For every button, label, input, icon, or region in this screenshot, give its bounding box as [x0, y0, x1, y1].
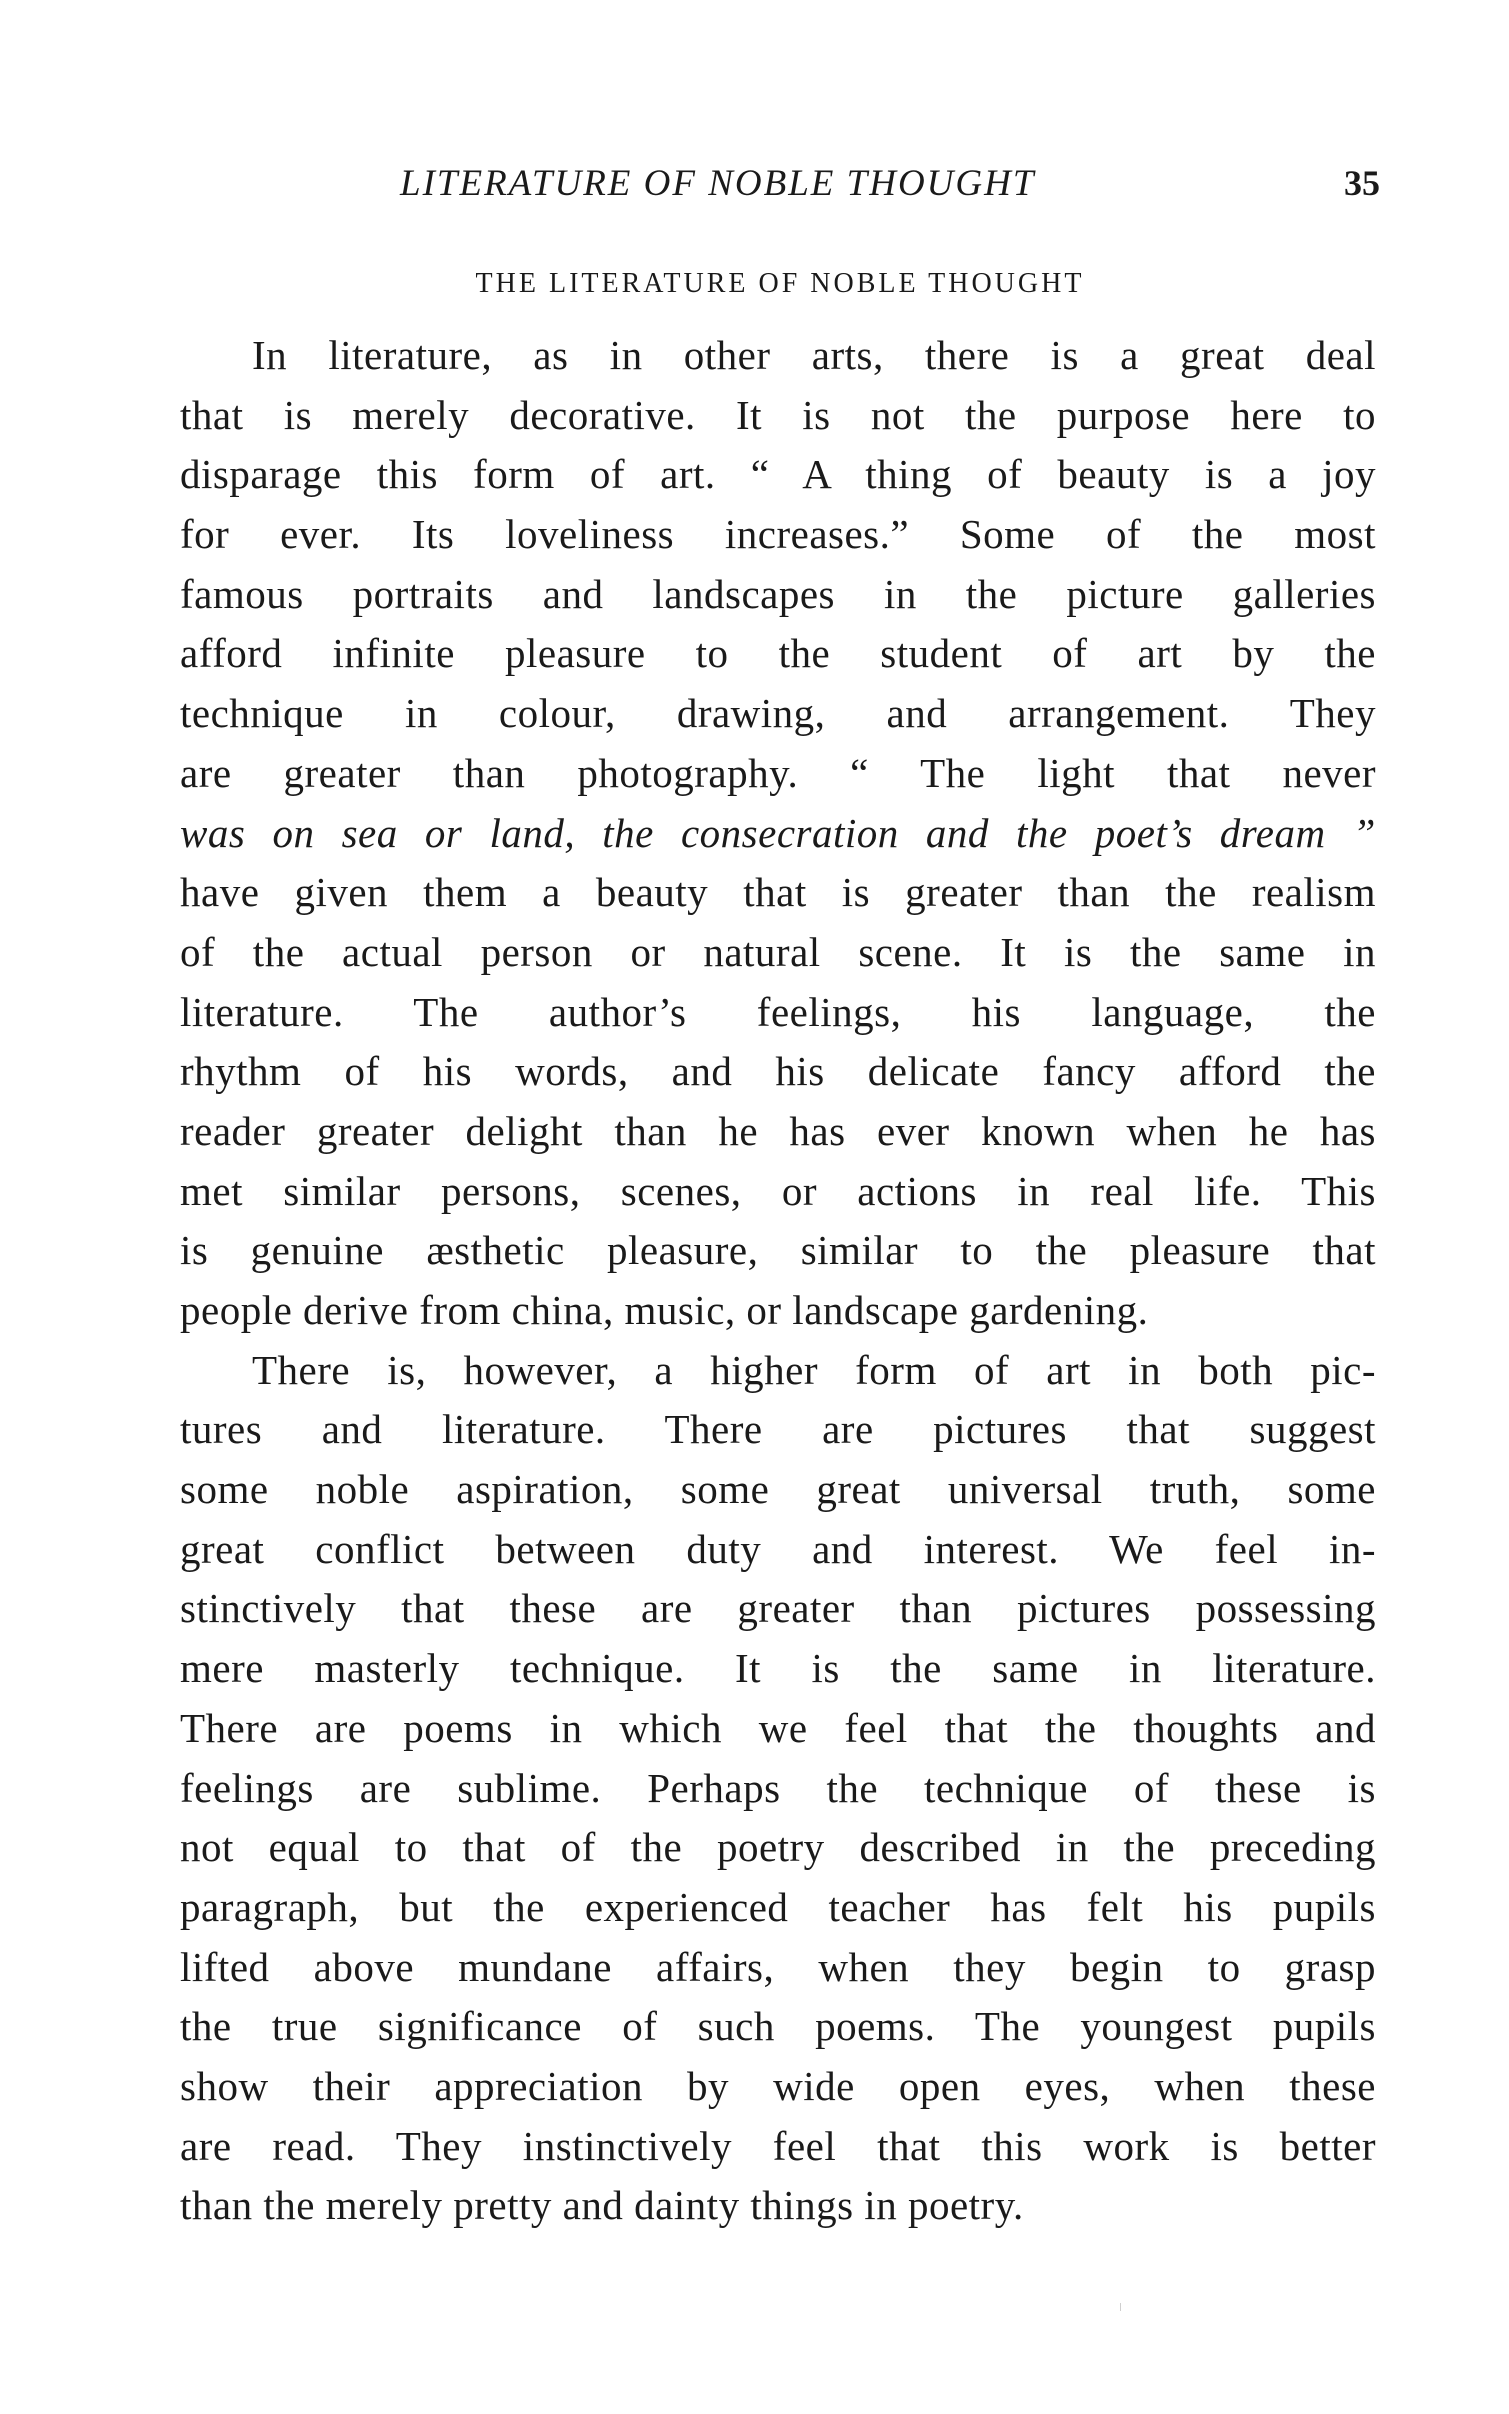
- text-line: show their appreciation by wide open eyes, when these: [180, 2062, 1376, 2109]
- text-line: In literature, as in other arts, there is a great deal: [252, 332, 1376, 378]
- body-text: [180, 326, 1376, 2236]
- text-line: stinctively that these are greater than pictures possessing: [180, 1585, 1376, 1632]
- page-speck: [1120, 2303, 1121, 2311]
- page-number: 35: [1344, 163, 1380, 203]
- text-line: not equal to that of the poetry described in the preceding: [180, 1824, 1376, 1871]
- text-line: than the merely pretty and dainty things in poetry.: [180, 2182, 1024, 2229]
- text-line: disparage this form of art. “ A thing of beauty is a joy: [180, 451, 1376, 498]
- section-title: THE LITERATURE OF NOBLE THOUGHT: [475, 268, 1085, 299]
- text-line: for ever. Its loveliness increases.” Some of the most: [180, 511, 1376, 558]
- text-line: have given them a beauty that is greater than the realism: [180, 869, 1376, 916]
- text-line: people derive from china, music, or landscape gardening.: [180, 1287, 1149, 1333]
- text-line: some noble aspiration, some great universal truth, some: [180, 1466, 1376, 1513]
- running-head: [180, 162, 1380, 214]
- text-line: the true significance of such poems. The youngest pupils: [180, 2003, 1376, 2050]
- text-line: rhythm of his words, and his delicate fancy afford the: [180, 1048, 1376, 1095]
- text-line: that is merely decorative. It is not the purpose here to: [180, 391, 1376, 438]
- italic-quote: was on sea or land, the consecration and the poet’s dream ”: [180, 809, 1376, 856]
- text-line: There are poems in which we feel that the thoughts and: [180, 1704, 1376, 1751]
- text-line: famous portraits and landscapes in the picture galleries: [180, 570, 1376, 617]
- text-line: feelings are sublime. Perhaps the technique of these is: [180, 1764, 1376, 1811]
- text-line: of the actual person or natural scene. It is the same in: [180, 928, 1376, 975]
- text-line: lifted above mundane affairs, when they begin to grasp: [180, 1943, 1376, 1990]
- text-line: literature. The author’s feelings, his language, the: [180, 988, 1376, 1035]
- running-title: LITERATURE OF NOBLE THOUGHT: [400, 163, 1036, 204]
- text-line: met similar persons, scenes, or actions in real life. This: [180, 1167, 1376, 1214]
- text-line: are greater than photography. “ The light that never: [180, 749, 1376, 796]
- text-line: paragraph, but the experienced teacher has felt his pupils: [180, 1883, 1376, 1930]
- text-line: There is, however, a higher form of art in both pic-: [252, 1346, 1376, 1393]
- text-line: great conflict between duty and interest. We feel in-: [180, 1525, 1376, 1572]
- text-line-italic: [180, 804, 1376, 864]
- text-line: technique in colour, drawing, and arrangement. They: [180, 690, 1376, 737]
- text-line: mere masterly technique. It is the same in literature.: [180, 1645, 1376, 1692]
- text-line: afford infinite pleasure to the student of art by the: [180, 630, 1376, 677]
- text-line: tures and literature. There are pictures that suggest: [180, 1406, 1376, 1453]
- text-line: is genuine æsthetic pleasure, similar to the pleasure that: [180, 1227, 1376, 1274]
- text-line: reader greater delight than he has ever known when he has: [180, 1107, 1376, 1154]
- text-line: are read. They instinctively feel that this work is better: [180, 2122, 1376, 2169]
